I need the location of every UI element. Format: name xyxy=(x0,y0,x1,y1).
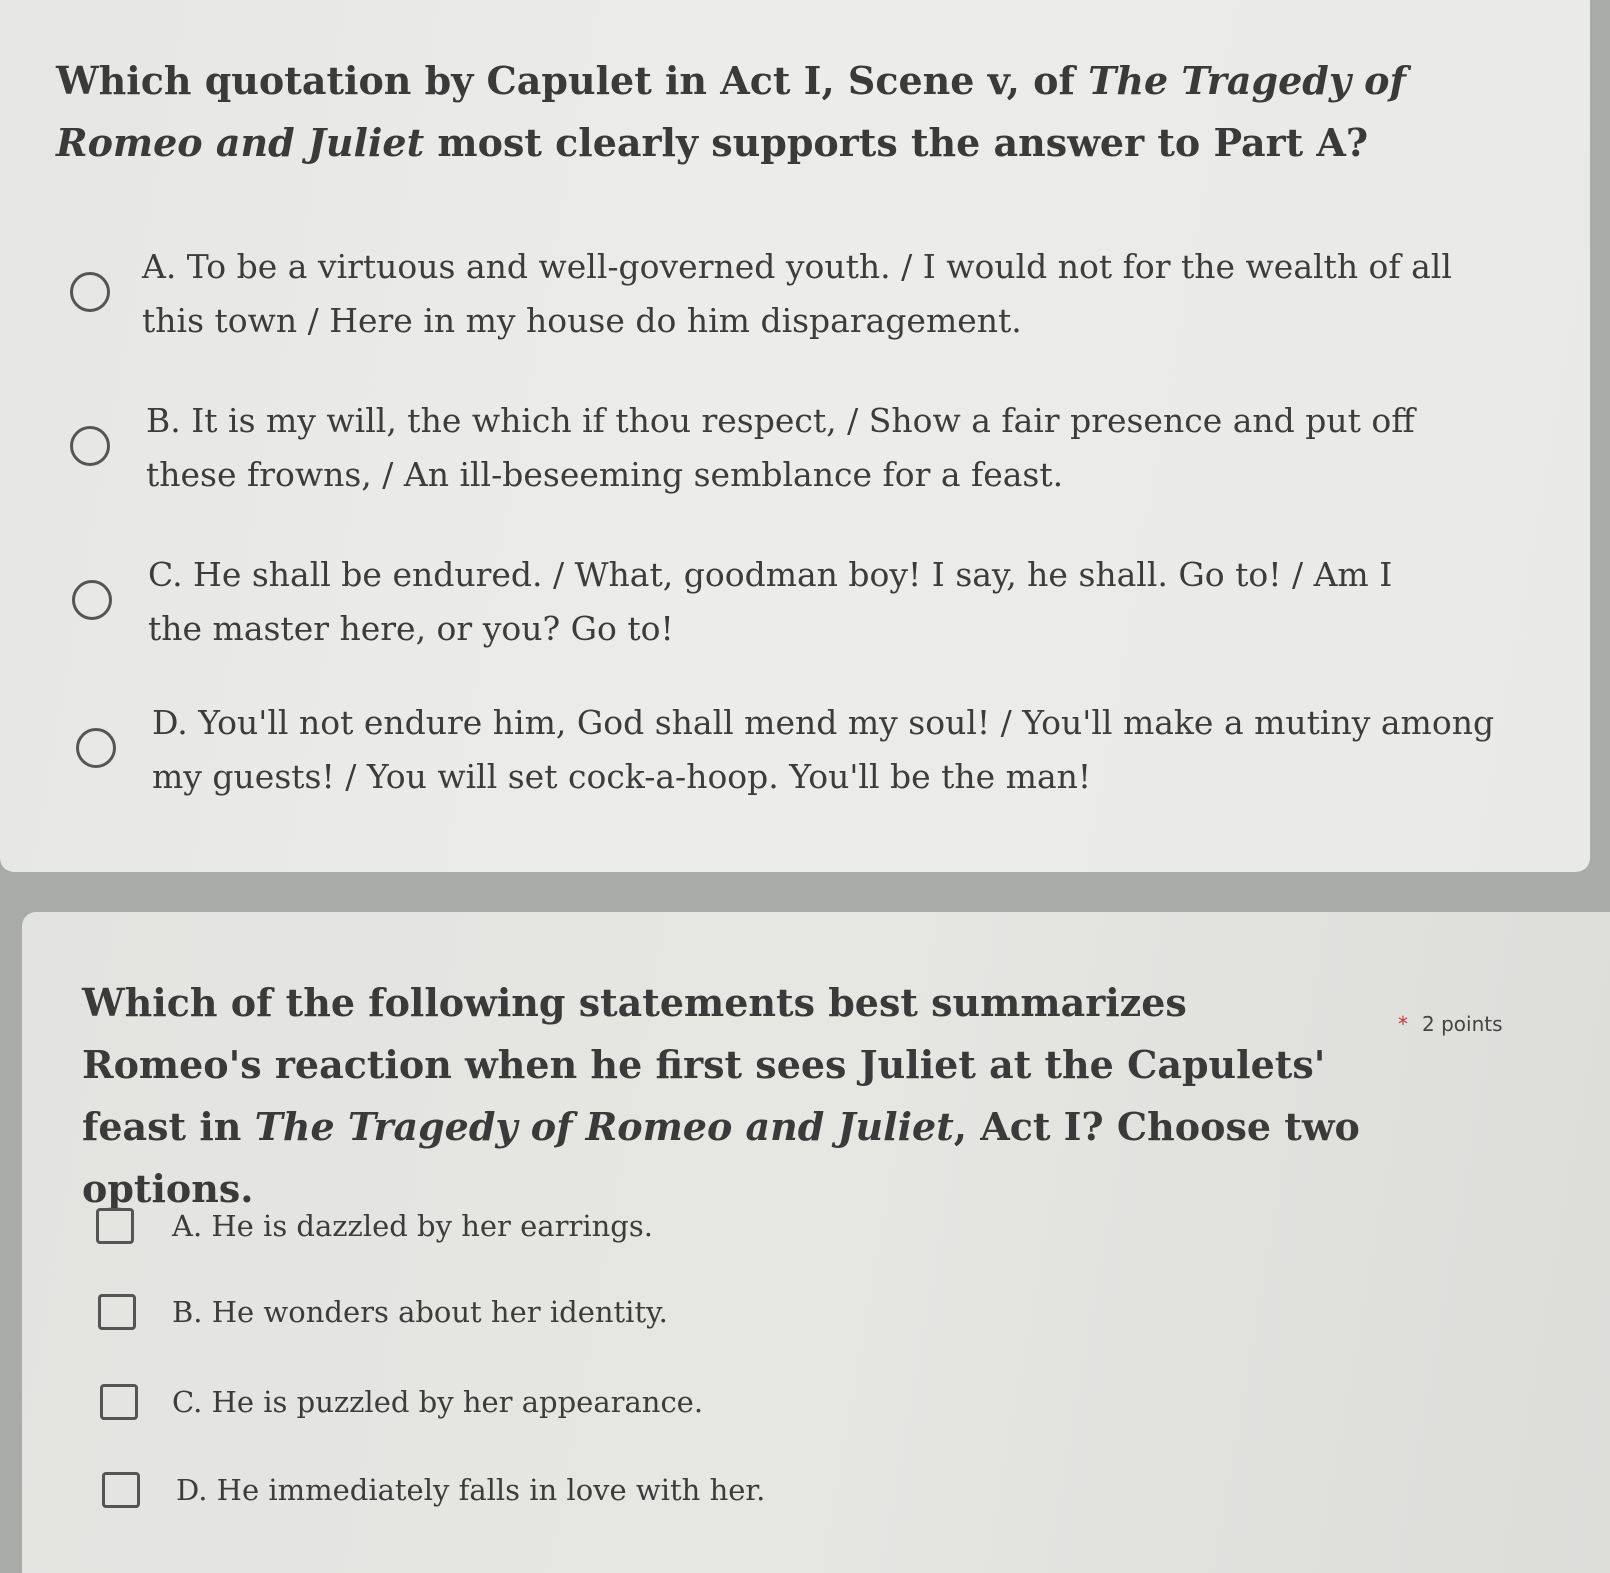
checkbox-option-d[interactable] xyxy=(102,1472,140,1508)
radio-option-d[interactable] xyxy=(76,728,116,768)
required-asterisk: * xyxy=(1398,1012,1408,1036)
question-1-prefix: Which quotation by Capulet in Act I, Scene v, of xyxy=(56,58,1089,103)
question-2-text xyxy=(82,972,1362,1220)
question-1-suffix: most clearly supports the answer to Part A? xyxy=(424,120,1369,165)
points-label: 2 points xyxy=(1422,1012,1503,1036)
question-1-title: The Tragedy of Romeo and Juliet xyxy=(56,58,1406,165)
radio-option-c[interactable] xyxy=(72,580,112,620)
option-d-label[interactable]: D. You'll not endure him, God shall mend my soul! / You'll make a mutiny among my guests! / You will set cock-a-hoop. You'll be the man! xyxy=(152,703,1495,796)
option2-a-label[interactable]: A. He is dazzled by her earrings. xyxy=(172,1209,653,1243)
option2-d-label[interactable]: D. He immediately falls in love with her. xyxy=(176,1473,766,1507)
checkbox-option-a[interactable] xyxy=(96,1208,134,1244)
radio-option-b[interactable] xyxy=(70,426,110,466)
option2-c-label[interactable]: C. He is puzzled by her appearance. xyxy=(172,1385,704,1419)
points-indicator xyxy=(1398,1012,1503,1036)
option-c-label[interactable]: C. He shall be endured. / What, goodman boy! I say, he shall. Go to! / Am I the master here, or you? Go to! xyxy=(148,555,1393,648)
question-2-suffix: , Act I? Choose two options. xyxy=(82,1104,1360,1211)
radio-option-a[interactable] xyxy=(70,272,110,312)
checkbox-option-b[interactable] xyxy=(98,1294,136,1330)
option-b-label[interactable]: B. It is my will, the which if thou respect, / Show a fair presence and put off these frowns, / An ill-beseeming semblance for a feast. xyxy=(146,401,1415,494)
checkbox-option-c[interactable] xyxy=(100,1384,138,1420)
question-2-title: The Tragedy of Romeo and Juliet xyxy=(254,1104,954,1149)
option2-b-label[interactable]: B. He wonders about her identity. xyxy=(172,1295,668,1329)
question-2-prefix: Which of the following statements best summarizes Romeo's reaction when he first sees Juliet at the Capulets' feast in xyxy=(82,980,1326,1149)
question-1-text xyxy=(56,50,1416,174)
option-a-label[interactable]: A. To be a virtuous and well-governed youth. / I would not for the wealth of all this town / Here in my house do him disparagement. xyxy=(142,247,1452,340)
